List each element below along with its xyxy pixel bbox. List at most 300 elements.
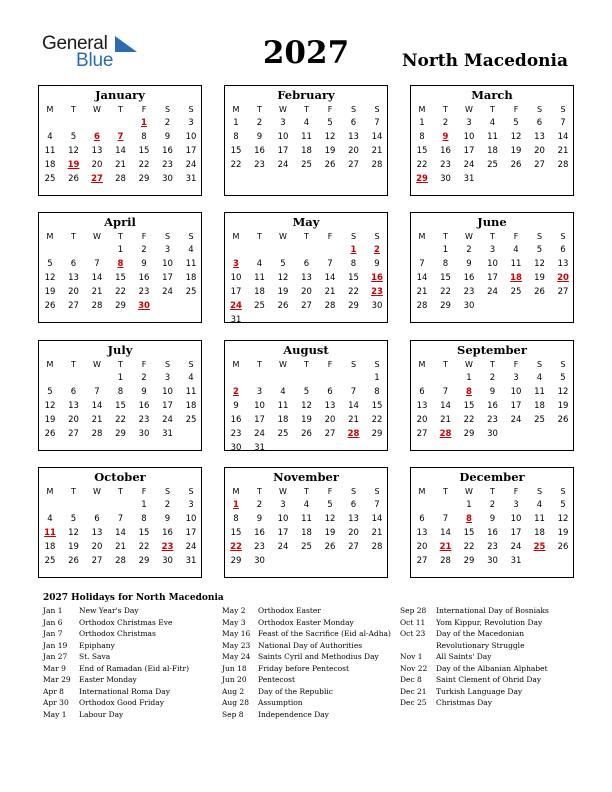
weekday-header: S [536, 105, 543, 114]
calendar-day: 21 [371, 528, 383, 538]
calendar-day: 13 [416, 401, 428, 411]
weekday-header: W [93, 360, 101, 369]
calendar-day: 26 [68, 556, 79, 566]
calendar-day: 26 [557, 542, 569, 552]
calendar-day: 2 [164, 500, 171, 510]
calendar-day: 14 [348, 401, 359, 411]
weekday-header: W [93, 105, 101, 114]
weekday-header: S [164, 105, 171, 114]
month-name: September [457, 343, 527, 357]
calendar-day: 2 [256, 118, 263, 128]
calendar-day: 25 [44, 556, 56, 566]
holiday-name: Yom Kippur, Revolution Day [436, 617, 543, 627]
calendar-day: 27 [68, 429, 79, 439]
calendar-day: 16 [254, 528, 265, 538]
calendar-day: 26 [557, 415, 569, 425]
calendar-day: 9 [141, 387, 147, 397]
calendar-day: 3 [164, 245, 171, 255]
holiday-name: National Day of Authorities [258, 640, 363, 650]
holiday-date: Sep 28 [400, 606, 427, 615]
calendar-day: 7 [374, 118, 380, 128]
calendar-day: 11 [487, 132, 498, 142]
calendar-day: 30 [487, 429, 498, 439]
calendar-day: 30 [230, 443, 242, 453]
calendar-day: 10 [277, 514, 289, 524]
calendar-day: 20 [68, 415, 79, 425]
brand-blue-text: Blue [76, 50, 114, 71]
calendar-day: 14 [371, 132, 383, 142]
holiday-date: May 3 [222, 617, 246, 627]
weekday-header: M [232, 232, 240, 241]
calendar-day: 21 [557, 146, 569, 156]
calendar-day: 6 [327, 387, 333, 397]
calendar-day: 25 [510, 287, 522, 297]
calendar-day: 20 [91, 160, 103, 170]
calendar-day: 25 [301, 542, 312, 552]
holiday-day: 1 [350, 245, 357, 255]
calendar-day: 12 [44, 401, 56, 411]
calendar-day: 16 [138, 273, 150, 283]
weekday-header: F [327, 232, 333, 241]
calendar-day: 9 [233, 401, 239, 411]
holiday-day: 1 [141, 118, 147, 128]
weekday-header: T [118, 232, 123, 241]
weekday-header: S [560, 487, 566, 496]
holiday-date: Jan 19 [43, 640, 68, 650]
calendar-day: 4 [536, 500, 543, 510]
calendar-day: 19 [557, 401, 569, 411]
holiday-day: 24 [230, 301, 242, 311]
calendar-day: 31 [230, 315, 242, 325]
calendar-day: 29 [138, 556, 150, 566]
calendar-day: 28 [557, 160, 569, 170]
holiday-name: Saint Clement of Ohrid Day [436, 675, 542, 684]
month-august [224, 340, 388, 451]
calendar-day: 20 [68, 287, 79, 297]
calendar-day: 20 [348, 146, 359, 156]
calendar-day: 18 [185, 273, 197, 283]
weekday-header: T [490, 360, 495, 369]
weekday-header: S [560, 232, 566, 241]
calendar-day: 9 [164, 514, 171, 524]
calendar-day: 16 [162, 146, 173, 156]
calendar-day: 28 [115, 556, 126, 566]
calendar-day: 18 [277, 415, 289, 425]
calendar-day: 8 [350, 259, 357, 269]
weekday-header: W [465, 360, 473, 369]
weekday-header: T [443, 487, 448, 496]
calendar-day: 20 [324, 415, 336, 425]
calendar-day: 14 [371, 514, 383, 524]
calendar-day: 23 [162, 160, 173, 170]
weekday-header: T [443, 360, 448, 369]
calendar-day: 26 [44, 429, 56, 439]
calendar-day: 10 [185, 514, 197, 524]
calendar-day: 12 [301, 401, 312, 411]
month-name: December [459, 470, 525, 484]
weekday-header: M [46, 360, 54, 369]
calendar-day: 28 [440, 556, 451, 566]
calendar-day: 12 [68, 146, 79, 156]
holiday-name: Epiphany [79, 640, 115, 650]
calendar-day: 31 [162, 429, 173, 439]
calendar-day: 24 [185, 160, 197, 170]
calendar-day: 27 [68, 301, 79, 311]
holiday-name: St. Sava [79, 652, 111, 661]
calendar-day: 3 [164, 373, 171, 383]
weekday-header: F [513, 105, 519, 114]
holiday-name: Labour Day [79, 709, 124, 719]
calendar-day: 2 [442, 118, 449, 128]
weekday-header: T [71, 232, 76, 241]
calendar-day: 29 [138, 174, 150, 184]
weekday-header: T [443, 232, 448, 241]
calendar-day: 28 [371, 160, 383, 170]
calendar-day: 27 [557, 287, 569, 297]
weekday-header: T [443, 105, 448, 114]
holiday-date: Oct 23 [400, 629, 426, 638]
calendar-day: 25 [301, 160, 312, 170]
holiday-day: 6 [94, 132, 100, 142]
calendar-day: 6 [560, 245, 566, 255]
calendar-day: 5 [327, 118, 333, 128]
calendar-day: 16 [487, 528, 498, 538]
weekday-header: F [327, 105, 333, 114]
holiday-name: Revolutionary Struggle [436, 640, 525, 650]
calendar-day: 10 [162, 387, 173, 397]
calendar-day: 23 [254, 160, 265, 170]
calendar-day: 4 [256, 259, 263, 269]
calendar-day: 14 [557, 132, 569, 142]
calendar-day: 7 [94, 259, 100, 269]
calendar-day: 17 [510, 528, 522, 538]
weekday-header: S [350, 232, 357, 241]
calendar-day: 22 [115, 287, 126, 297]
calendar-day: 29 [348, 301, 359, 311]
weekday-header: F [141, 487, 147, 496]
calendar-day: 27 [348, 160, 359, 170]
holiday-date: Jun 20 [222, 675, 247, 684]
calendar-day: 12 [324, 514, 336, 524]
calendar-day: 15 [440, 273, 451, 283]
weekday-header: T [257, 487, 262, 496]
calendar-day: 11 [510, 259, 522, 269]
holiday-name: Christmas Day [436, 698, 492, 707]
holiday-date: Dec 8 [400, 675, 422, 684]
calendar-day: 23 [487, 542, 498, 552]
holiday-day: 11 [44, 528, 56, 538]
calendar-day: 1 [442, 245, 449, 255]
calendar-day: 4 [280, 387, 286, 397]
calendar-day: 31 [510, 556, 522, 566]
brand-general-text: General [42, 33, 108, 54]
calendar-day: 3 [188, 118, 194, 128]
calendar-day: 17 [185, 146, 197, 156]
calendar-day: 15 [463, 401, 475, 411]
calendar-day: 16 [440, 146, 451, 156]
calendar-day: 19 [557, 528, 569, 538]
holiday-name: New Year's Day [79, 606, 139, 615]
holiday-day: 29 [416, 174, 428, 184]
calendar-day: 27 [91, 556, 103, 566]
calendar-day: 1 [141, 500, 147, 510]
calendar-day: 23 [440, 160, 451, 170]
calendar-day: 20 [348, 528, 359, 538]
calendar-day: 17 [463, 146, 475, 156]
weekday-header: S [188, 105, 194, 114]
holiday-name: Turkish Language Day [436, 686, 523, 696]
calendar-day: 11 [277, 401, 289, 411]
weekday-header: S [374, 360, 380, 369]
calendar-day: 21 [371, 146, 383, 156]
calendar-day: 8 [233, 132, 239, 142]
calendar-day: 19 [324, 528, 336, 538]
weekday-header: F [513, 232, 519, 241]
calendar-day: 7 [94, 387, 100, 397]
month-name: January [95, 88, 145, 102]
weekday-header: F [327, 360, 333, 369]
holiday-date: Mar 29 [43, 675, 71, 684]
calendar-day: 22 [348, 287, 359, 297]
holiday-day: 20 [557, 273, 569, 283]
weekday-header: S [188, 232, 194, 241]
weekday-header: T [304, 360, 309, 369]
calendar-day: 10 [162, 259, 173, 269]
weekday-header: T [257, 232, 262, 241]
calendar-day: 3 [280, 500, 286, 510]
holiday-date: Jan 7 [43, 629, 63, 638]
calendar-day: 22 [416, 160, 428, 170]
weekday-header: T [118, 105, 123, 114]
calendar-day: 5 [70, 132, 77, 142]
calendar-day: 19 [68, 542, 79, 552]
calendar-day: 3 [256, 387, 263, 397]
weekday-header: F [513, 487, 519, 496]
calendar-day: 28 [91, 429, 103, 439]
calendar-day: 1 [117, 373, 124, 383]
month-october [38, 467, 202, 578]
calendar-day: 12 [44, 273, 56, 283]
calendar-day: 4 [188, 373, 194, 383]
calendar-day: 16 [230, 415, 242, 425]
calendar-day: 29 [463, 429, 475, 439]
calendar-day: 17 [162, 401, 173, 411]
calendar-day: 30 [463, 301, 475, 311]
weekday-header: F [513, 360, 519, 369]
holiday-day: 23 [371, 287, 383, 297]
holiday-date: Nov 1 [400, 652, 423, 661]
calendar-day: 26 [510, 160, 522, 170]
calendar-day: 11 [185, 259, 197, 269]
calendar-day: 26 [324, 160, 336, 170]
calendar-day: 2 [141, 245, 147, 255]
calendar-day: 16 [162, 528, 173, 538]
calendar-day: 23 [138, 415, 150, 425]
calendar-day: 13 [68, 401, 79, 411]
month-name: July [107, 343, 133, 357]
calendar-day: 17 [185, 528, 197, 538]
month-name: May [292, 215, 320, 229]
month-may [224, 212, 388, 323]
calendar-day: 15 [463, 528, 475, 538]
brand-logo [42, 33, 142, 73]
calendar-day: 19 [301, 415, 312, 425]
calendar-day: 4 [47, 132, 53, 142]
weekday-header: T [71, 360, 76, 369]
holiday-date: May 1 [43, 709, 67, 719]
month-name: February [277, 88, 335, 102]
weekday-header: M [232, 105, 240, 114]
holiday-date: Dec 21 [400, 686, 427, 696]
calendar-day: 14 [416, 273, 428, 283]
calendar-day: 9 [374, 259, 380, 269]
calendar-day: 18 [44, 542, 56, 552]
calendar-day: 18 [185, 401, 197, 411]
calendar-day: 26 [44, 301, 56, 311]
calendar-day: 7 [442, 514, 449, 524]
calendar-day: 17 [277, 528, 289, 538]
holiday-name: Orthodox Good Friday [79, 698, 164, 707]
holiday-day: 21 [439, 542, 452, 552]
calendar-day: 11 [534, 387, 545, 397]
calendar-day: 13 [348, 132, 359, 142]
calendar-day: 15 [230, 146, 242, 156]
calendar-day: 7 [419, 259, 425, 269]
calendar-day: 29 [440, 301, 451, 311]
calendar-day: 28 [91, 301, 103, 311]
weekday-header: M [46, 487, 54, 496]
calendar-day: 28 [371, 542, 383, 552]
holiday-name: Independence Day [258, 709, 329, 719]
calendar-day: 26 [301, 429, 312, 439]
calendar-day: 14 [115, 528, 126, 538]
calendar-day: 5 [303, 387, 310, 397]
weekday-header: T [490, 487, 495, 496]
calendar-day: 24 [463, 160, 475, 170]
calendar-day: 4 [303, 118, 310, 128]
calendar-day: 12 [534, 259, 545, 269]
calendar-day: 15 [138, 528, 150, 538]
calendar-day: 6 [70, 387, 77, 397]
holiday-day: 2 [374, 245, 380, 255]
calendar-day: 2 [466, 245, 472, 255]
calendar-day: 4 [47, 514, 53, 524]
calendar-day: 1 [117, 245, 124, 255]
weekday-header: W [279, 232, 287, 241]
calendar-day: 31 [463, 174, 475, 184]
calendar-day: 9 [489, 514, 496, 524]
calendar-day: 3 [489, 245, 496, 255]
holiday-date: Sep 8 [222, 709, 244, 719]
weekday-header: S [536, 360, 543, 369]
holiday-date: May 2 [222, 606, 246, 615]
calendar-day: 21 [440, 415, 451, 425]
calendar-day: 8 [419, 132, 425, 142]
holiday-day: 25 [533, 542, 546, 552]
weekday-header: T [257, 360, 262, 369]
calendar-day: 17 [277, 146, 289, 156]
holiday-name: Orthodox Easter Monday [258, 617, 354, 627]
calendar-day: 14 [91, 273, 103, 283]
calendar-day: 7 [350, 387, 357, 397]
calendar-day: 30 [162, 174, 173, 184]
calendar-day: 22 [463, 415, 475, 425]
calendar-day: 12 [557, 387, 569, 397]
month-name: October [94, 470, 146, 484]
calendar-day: 21 [416, 287, 428, 297]
month-march [410, 85, 574, 196]
calendar-day: 22 [371, 415, 383, 425]
calendar-day: 13 [68, 273, 79, 283]
calendar-day: 8 [374, 387, 380, 397]
weekday-header: F [327, 487, 333, 496]
holiday-name: Day of the Albanian Alphabet [436, 663, 548, 673]
calendar-day: 24 [277, 542, 289, 552]
calendar-day: 11 [44, 146, 56, 156]
calendar-day: 9 [141, 259, 147, 269]
holiday-date: Jan 27 [43, 652, 68, 661]
calendar-day: 10 [510, 387, 522, 397]
holiday-date: May 23 [222, 640, 251, 650]
holiday-day: 3 [233, 259, 239, 269]
holiday-date: Apr 8 [43, 686, 64, 696]
calendar-day: 16 [463, 273, 475, 283]
calendar-day: 10 [230, 273, 242, 283]
holiday-day: 28 [347, 429, 360, 439]
calendar-day: 16 [138, 401, 150, 411]
holiday-date: Aug 28 [222, 698, 249, 707]
calendar-day: 12 [557, 514, 569, 524]
calendar-day: 19 [277, 287, 289, 297]
calendar-day: 13 [416, 528, 428, 538]
weekday-header: T [118, 487, 123, 496]
holiday-day: 8 [466, 387, 472, 397]
calendar-day: 30 [440, 174, 451, 184]
calendar-day: 22 [115, 415, 126, 425]
holiday-date: Nov 22 [400, 663, 428, 673]
calendar-day: 6 [94, 514, 100, 524]
calendar-day: 5 [280, 259, 286, 269]
weekday-header: M [232, 360, 240, 369]
calendar-day: 18 [44, 160, 56, 170]
calendar-day: 1 [233, 118, 239, 128]
calendar-day: 23 [487, 415, 498, 425]
calendar-day: 4 [536, 373, 543, 383]
calendar-day: 15 [230, 528, 242, 538]
calendar-day: 31 [185, 174, 197, 184]
weekday-header: S [350, 105, 357, 114]
weekday-header: W [93, 232, 101, 241]
calendar-day: 29 [115, 429, 126, 439]
weekday-header: T [257, 105, 262, 114]
calendar-day: 10 [254, 401, 265, 411]
calendar-day: 19 [324, 146, 336, 156]
calendar-day: 18 [301, 146, 312, 156]
weekday-header: S [374, 232, 380, 241]
holiday-name: International Day of Bosniaks [436, 606, 549, 615]
holiday-name: End of Ramadan (Eid al-Fitr) [79, 663, 190, 673]
calendar-day: 17 [162, 273, 173, 283]
calendar-day: 2 [141, 373, 147, 383]
calendar-day: 24 [510, 542, 522, 552]
calendar-day: 6 [419, 387, 425, 397]
calendar-day: 4 [188, 245, 194, 255]
calendar-day: 1 [374, 373, 380, 383]
calendar-day: 25 [44, 174, 56, 184]
weekday-header: S [536, 487, 543, 496]
calendar-day: 27 [416, 556, 428, 566]
calendar-day: 20 [301, 287, 312, 297]
